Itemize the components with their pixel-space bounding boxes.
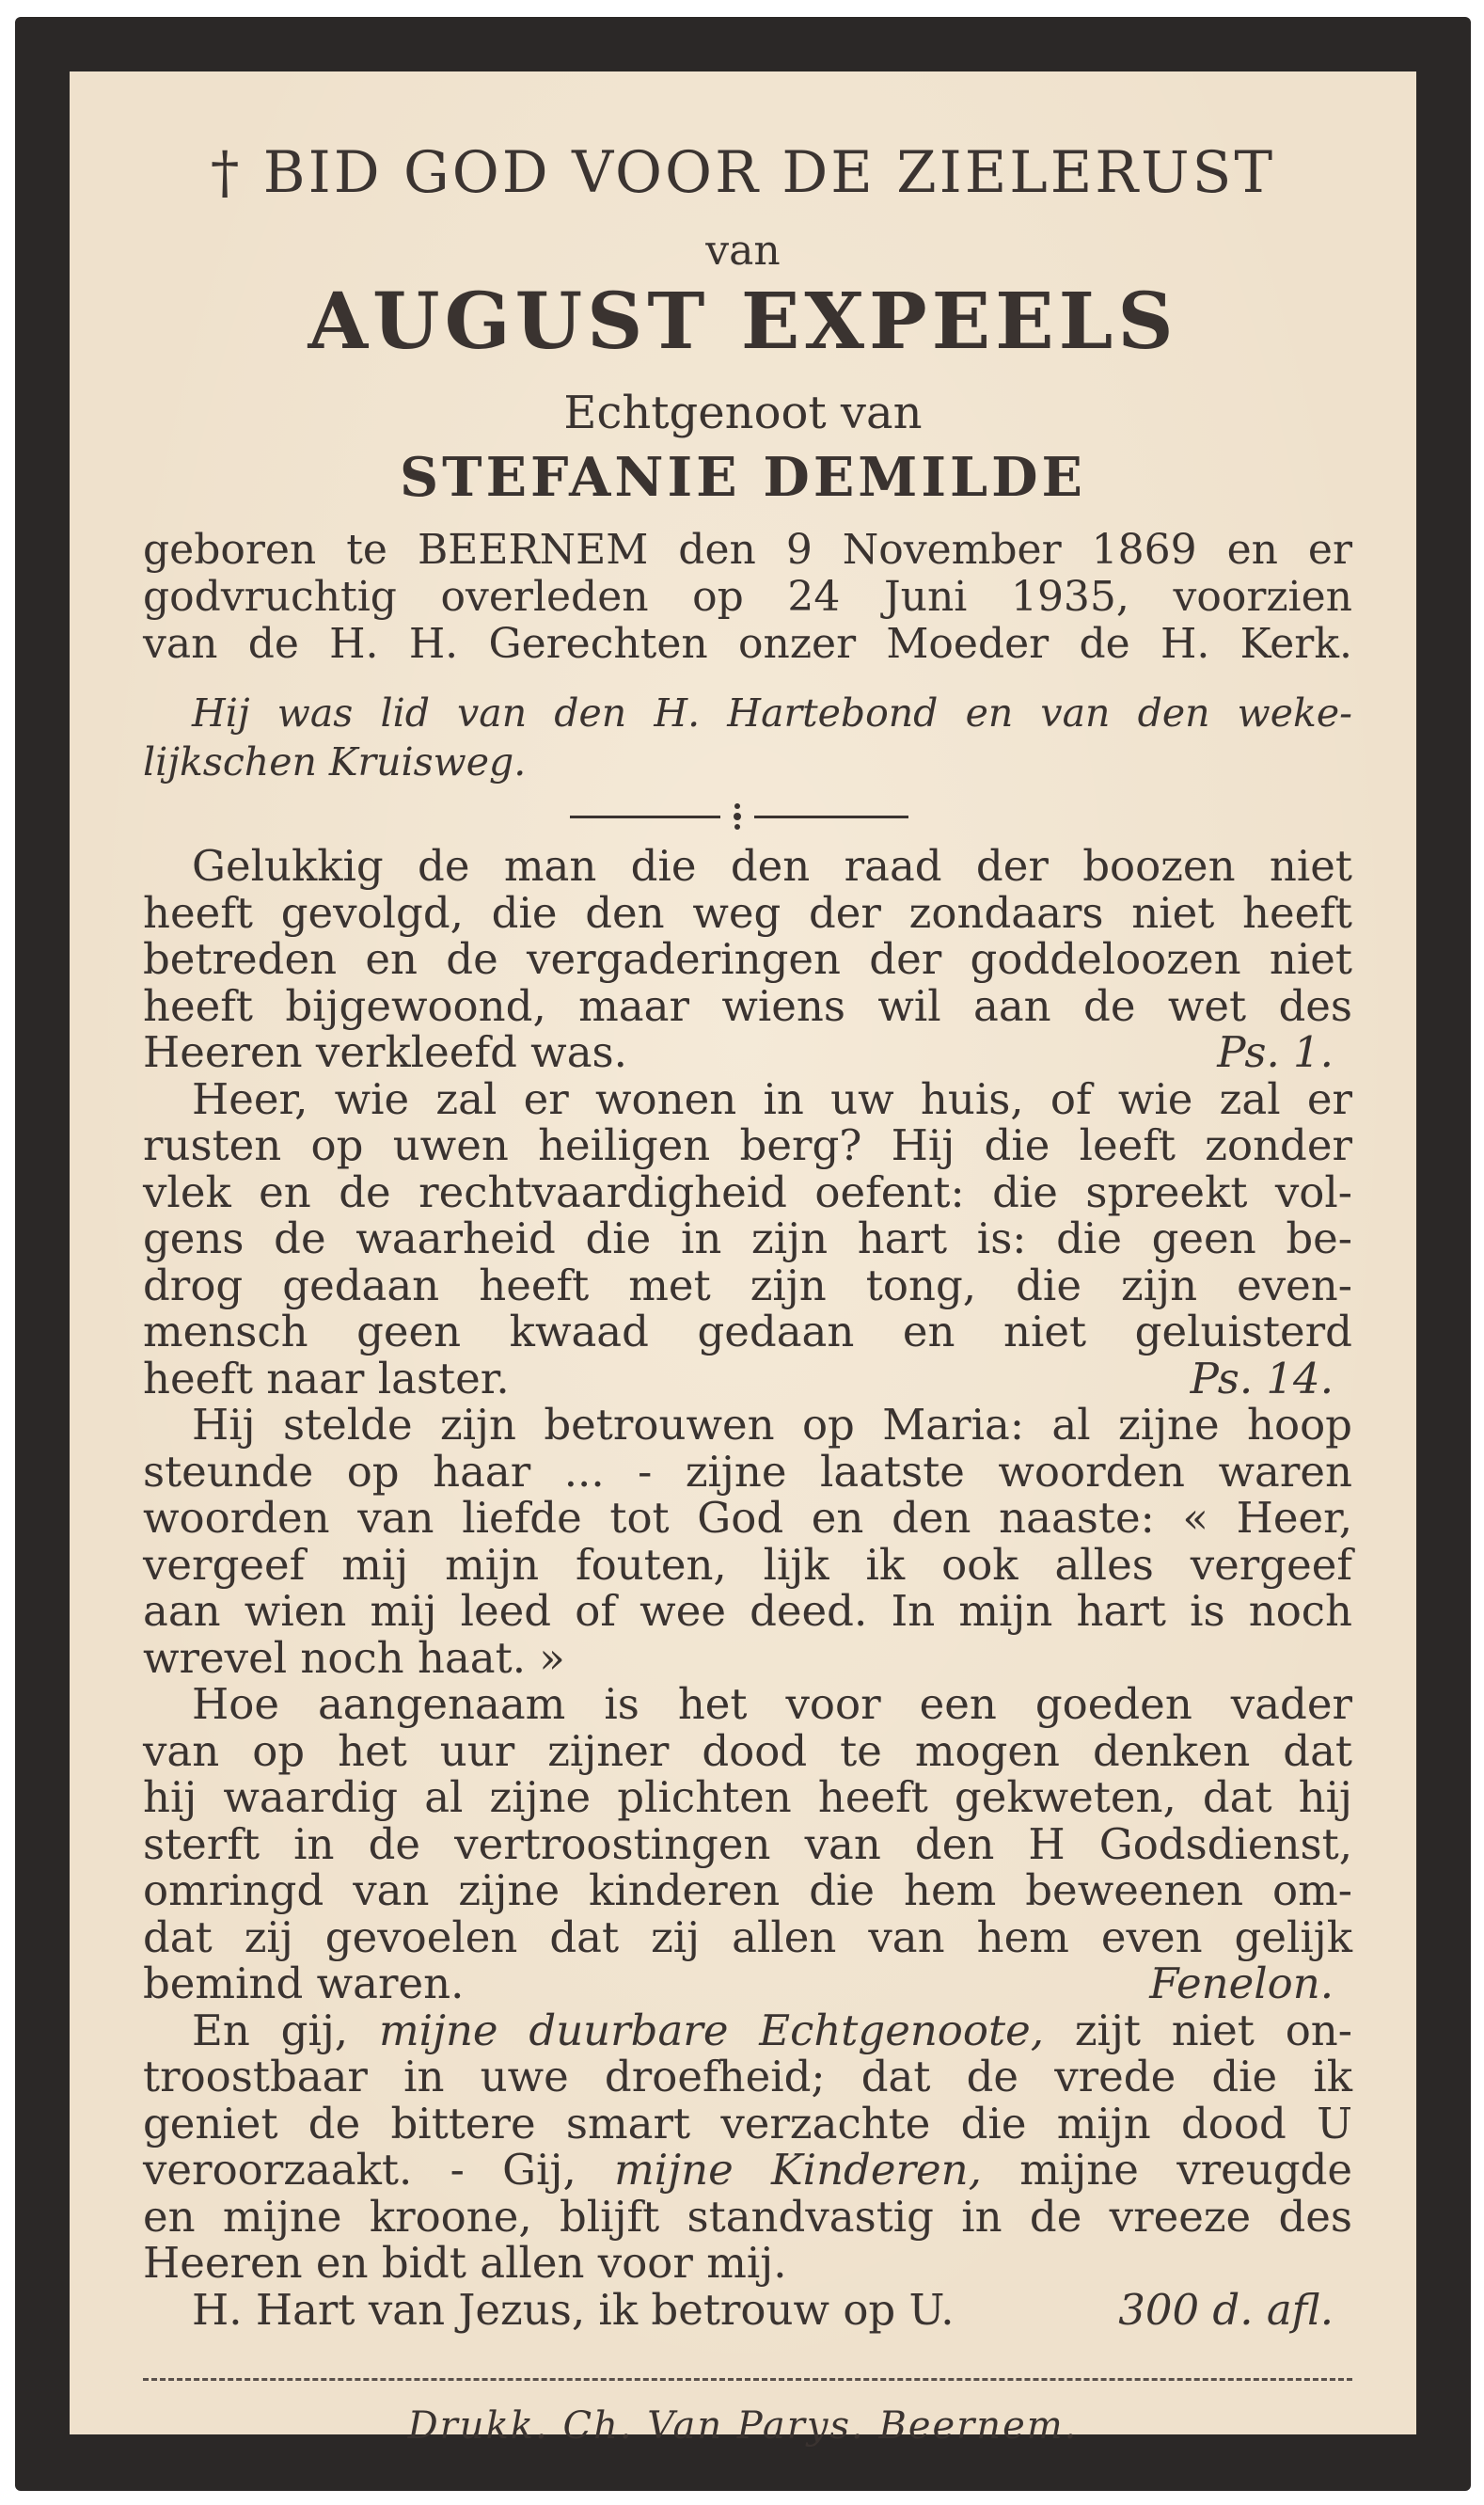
- printer-credit: Drukk. Ch. Van Parys. Beernem.: [407, 2404, 1079, 2448]
- membership-note: [143, 689, 1352, 786]
- text-line: aan wien mij leed of wee deed. In mijn hart is noch: [143, 1586, 1352, 1636]
- text-line: Gelukkig de man die den raad der boozen niet: [192, 841, 1352, 891]
- biography-line: geboren te BEERNEM den 9 November 1869 en er: [143, 526, 1352, 574]
- closing-prayer: H. Hart van Jezus, ik betrouw op U.: [192, 2284, 955, 2335]
- text-line: [143, 1632, 1352, 1683]
- indulgence-note: 300 d. afl.: [1118, 2284, 1334, 2335]
- text-line: [143, 2147, 1352, 2194]
- memorial-card: [15, 17, 1471, 2491]
- text-line: [143, 2007, 1352, 2054]
- text-line: omringd van zijne kinderen die hem beweenen om-: [143, 1865, 1352, 1915]
- spouse-label: Echtgenoot van: [563, 387, 923, 439]
- text-line: [143, 2240, 1352, 2287]
- card-paper: [70, 71, 1416, 2448]
- text-line: troostbaar in uwe droefheid; dat de vrede die ik: [143, 2052, 1352, 2101]
- psalm-reference: Ps. 1.: [1217, 1027, 1334, 1077]
- text-fragment: wrevel noch haat. »: [143, 1632, 565, 1683]
- text-line: sterft in de vertroostingen van den H Godsdienst,: [143, 1818, 1352, 1869]
- divider-ornament-icon: [733, 802, 742, 831]
- text-fragment: zijt niet on-: [1044, 2005, 1352, 2055]
- text-fragment: mijne vreugde: [981, 2145, 1353, 2195]
- text-emphasis: mijne duurbare Echtgenoote,: [378, 2005, 1045, 2055]
- text-line: gens de waarheid die in zijn hart is: die geen be-: [143, 1213, 1352, 1263]
- text-fragment: En gij,: [192, 2005, 379, 2055]
- membership-line: Hij was lid van den H. Hartebond en van den weke-: [192, 690, 1352, 736]
- text-fragment: veroorzaakt. - Gij,: [143, 2145, 615, 2195]
- text-line: heeft gevolgd, die den weg der zondaars niet heeft: [143, 887, 1352, 938]
- text-line: steunde op haar ... - zijne laatste woorden waren: [143, 1446, 1352, 1497]
- text-line: van op het uur zijner dood te mogen denken dat: [143, 1725, 1352, 1776]
- biography: [143, 527, 1352, 668]
- text-emphasis: mijne Kinderen,: [614, 2145, 982, 2195]
- spouse-name: STEFANIE DEMILDE: [399, 446, 1087, 509]
- text-body: [143, 843, 1352, 2333]
- text-fragment: Heeren verkleefd was.: [143, 1027, 627, 1077]
- text-line: dat zij gevoelen dat zij allen van hem even gelijk: [143, 1911, 1352, 1962]
- text-line: geniet de bittere smart verzachte die mijn dood U: [143, 2098, 1352, 2148]
- text-line: mensch geen kwaad gedaan en niet geluisterd: [143, 1307, 1352, 1356]
- biography-line: van de H. H. Gerechten onzer Moeder de H. Kerk.: [143, 620, 1352, 668]
- text-line: rusten op uwen heiligen berg? Hij die leeft zonder: [143, 1120, 1352, 1170]
- text-line: drog gedaan heeft met zijn tong, die zijn even-: [143, 1260, 1352, 1310]
- biography-line: godvruchtig overleden op 24 Juni 1935, voorzien: [143, 573, 1352, 621]
- text-line: Hoe aangenaam is het voor een goeden vader: [192, 1679, 1352, 1729]
- text-line: [143, 1353, 1352, 1403]
- membership-line: lijkschen Kruisweg.: [143, 739, 527, 785]
- dashed-rule: [143, 2378, 1352, 2381]
- text-line: vergeef mij mijn fouten, lijk ik ook alles vergeef: [143, 1539, 1352, 1590]
- text-line: Heer, wie zal er wonen in uw huis, of wie zal er: [192, 1073, 1352, 1124]
- text-line: vlek en de rechtvaardigheid oefent: die spreekt vol-: [143, 1166, 1352, 1217]
- text-line: Hij stelde zijn betrouwen op Maria: al zijne hoop: [192, 1400, 1352, 1450]
- text-line: [143, 1029, 1352, 1076]
- text-line: woorden van liefde tot God en den naaste: « Heer,: [143, 1493, 1352, 1543]
- closing-line: [143, 2284, 1352, 2335]
- van-label: van: [705, 227, 781, 275]
- text-fragment: bemind waren.: [143, 1958, 465, 2008]
- text-line: heeft bijgewoond, maar wiens wil aan de wet des: [143, 980, 1352, 1031]
- psalm-reference: Ps. 14.: [1190, 1353, 1334, 1403]
- deceased-name: AUGUST EXPEELS: [308, 277, 1178, 367]
- text-line: [143, 1960, 1352, 2007]
- ornamental-divider: [570, 802, 908, 831]
- text-line: hij waardig al zijne plichten heeft gekweten, dat hij: [143, 1772, 1352, 1822]
- author-reference: Fenelon.: [1149, 1958, 1334, 2008]
- text-fragment: heeft naar laster.: [143, 1353, 510, 1403]
- text-fragment: Heeren en bidt allen voor mij.: [143, 2238, 787, 2288]
- text-line: en mijne kroone, blijft standvastig in de vreeze des: [143, 2191, 1352, 2242]
- text-line: betreden en de vergaderingen der goddeloozen niet: [143, 934, 1352, 984]
- prayer-heading: † BID GOD VOOR DE ZIELERUST: [210, 139, 1276, 206]
